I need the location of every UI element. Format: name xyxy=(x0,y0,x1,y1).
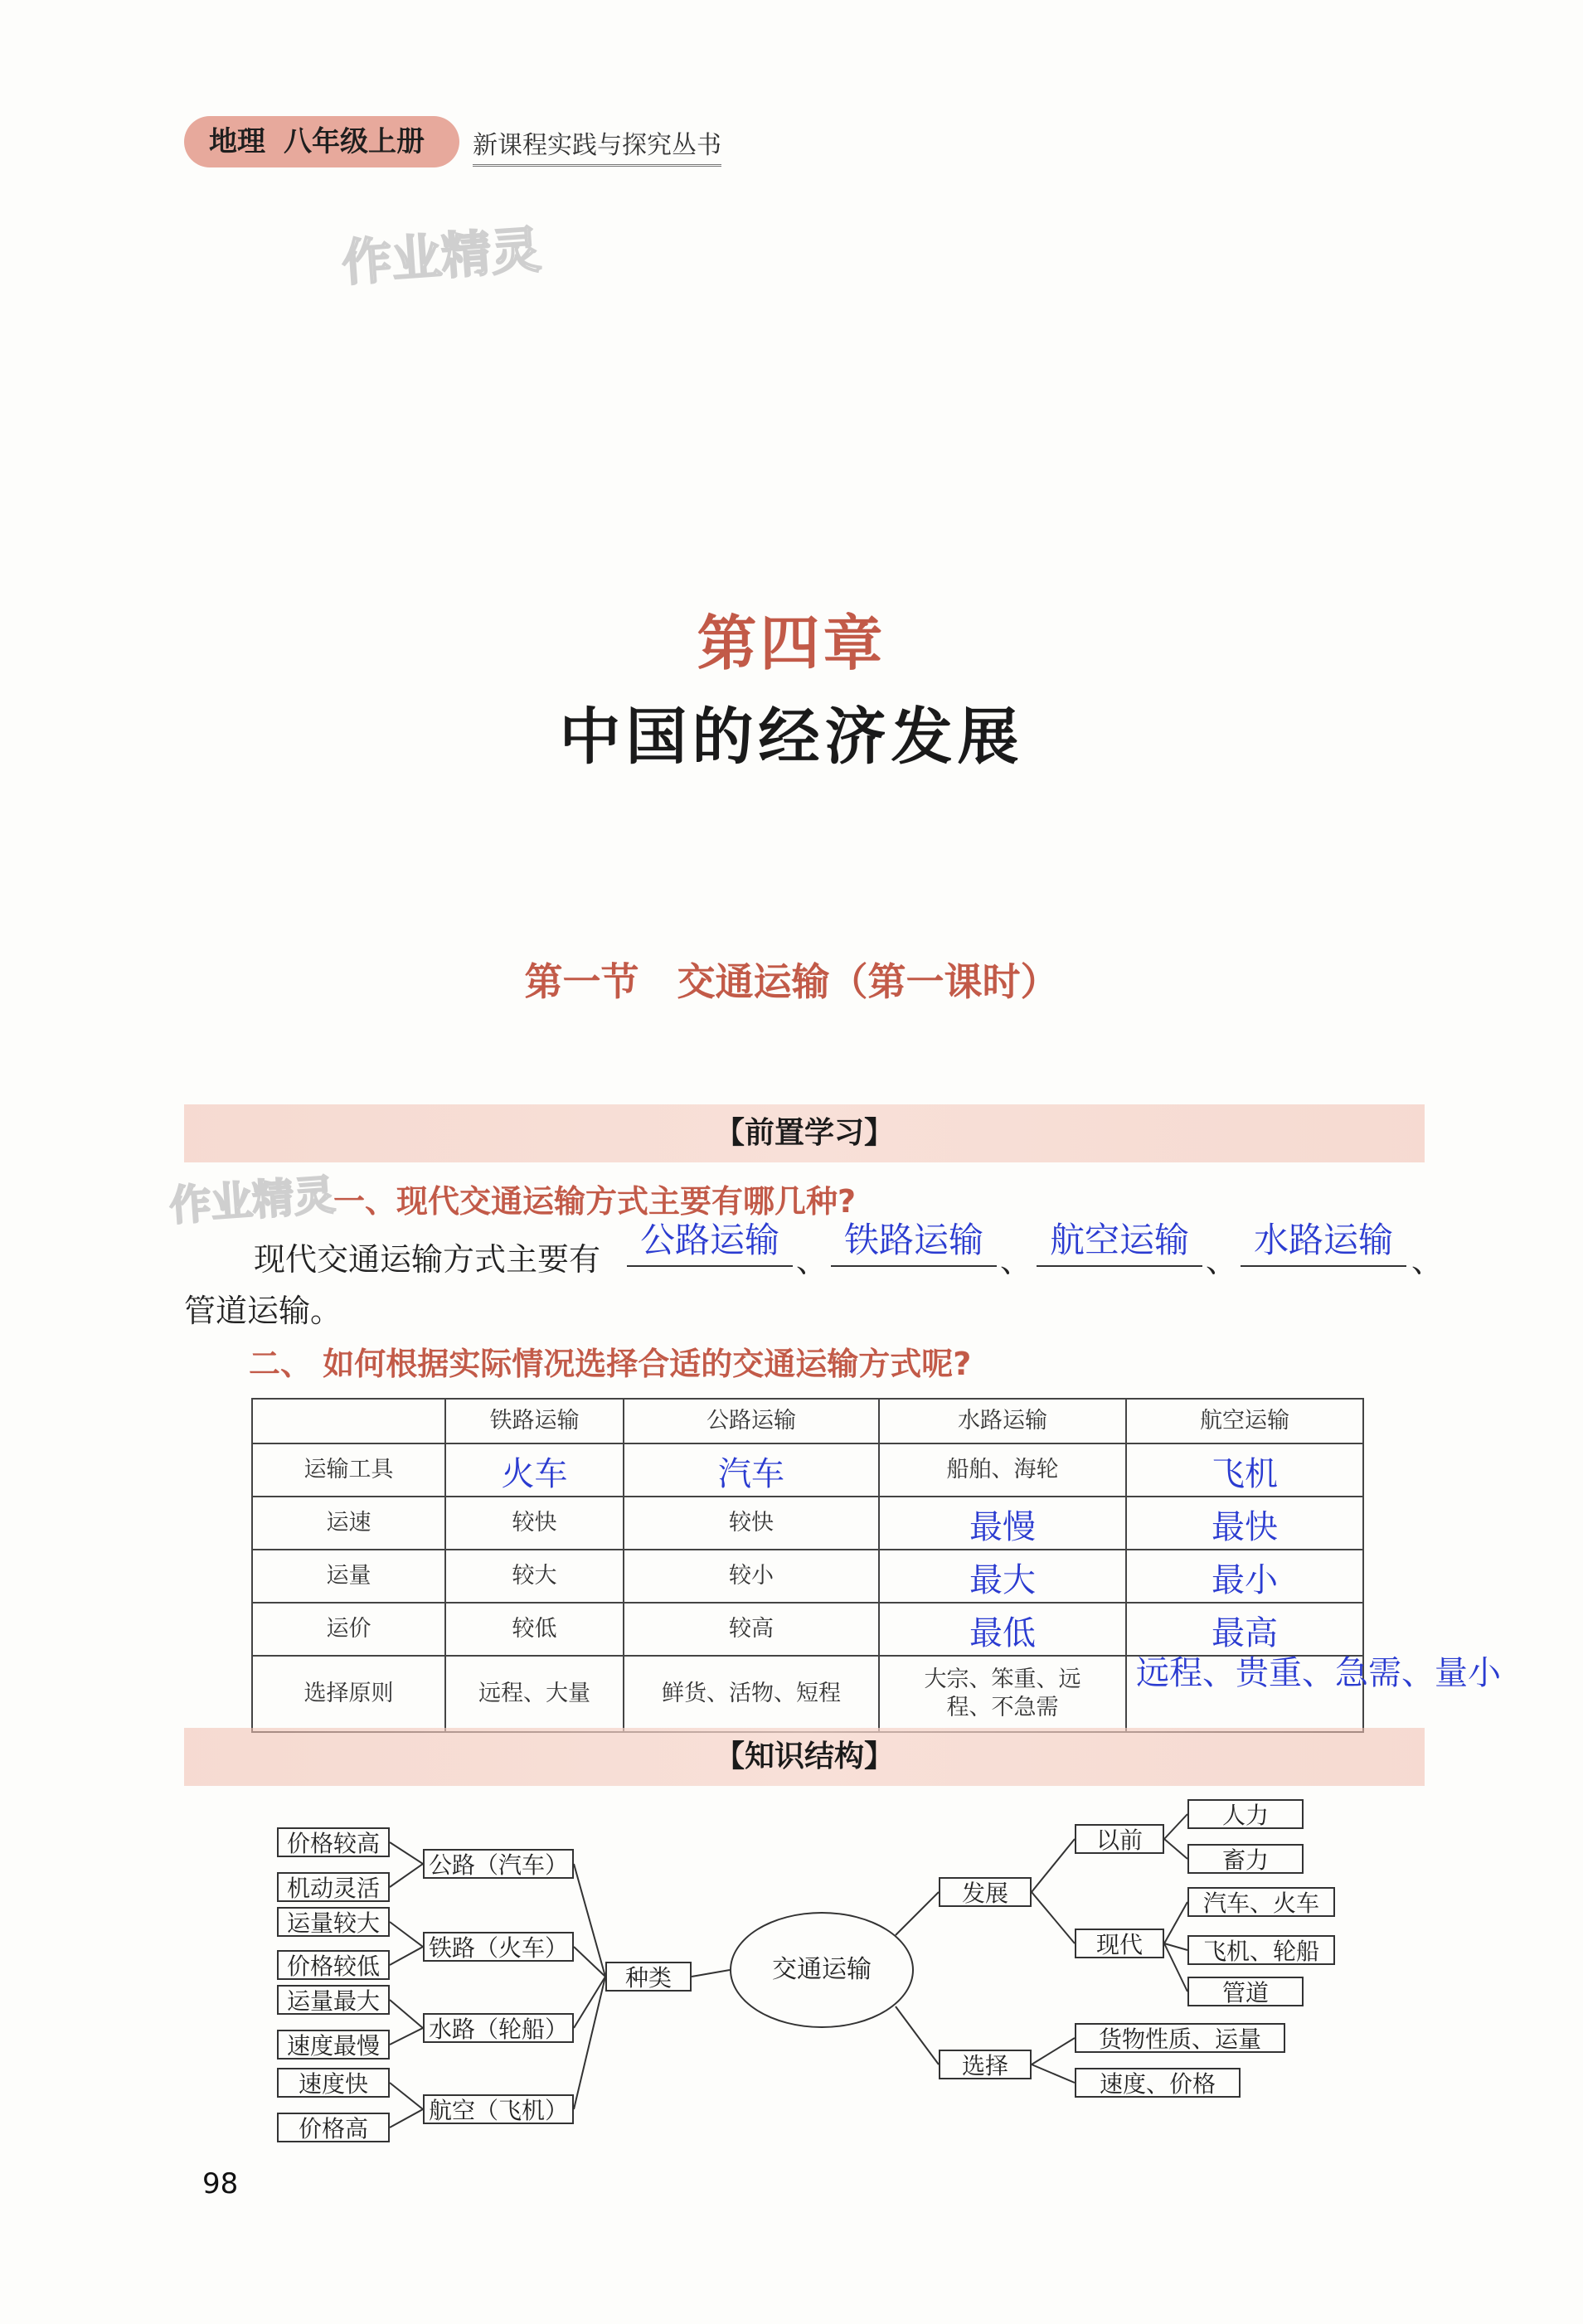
leaf-node: 运量较大 xyxy=(277,1907,390,1937)
table-header-row xyxy=(252,1399,1363,1443)
handwritten-answer: 最高 xyxy=(1126,1603,1363,1656)
handwritten-answer: 最低 xyxy=(879,1603,1126,1656)
handwritten-answer: 最小 xyxy=(1126,1550,1363,1603)
leaf-node: 管道 xyxy=(1187,1977,1304,2006)
knowledge-band: 【知识结构】 xyxy=(184,1728,1425,1786)
table-cell: 大宗、笨重、远程、不急需 xyxy=(879,1656,1126,1732)
table-row xyxy=(252,1443,1363,1497)
question-1: 一、现代交通运输方式主要有哪几种? xyxy=(333,1183,857,1220)
leaf-node: 汽车、火车 xyxy=(1187,1887,1335,1917)
handwritten-answer: 飞机 xyxy=(1126,1443,1363,1497)
branch-air: 航空（飞机） xyxy=(423,2094,574,2124)
table-header-cell: 公路运输 xyxy=(624,1399,879,1443)
table-header-cell: 水路运输 xyxy=(879,1399,1126,1443)
table-cell: 较高 xyxy=(624,1603,879,1656)
handwritten-answer-principle: 远程、贵重、急需、量小 xyxy=(1136,1654,1501,1692)
grade-label: 八年级上册 xyxy=(284,125,425,158)
page-number: 98 xyxy=(202,2167,239,2200)
table-cell: 较低 xyxy=(445,1603,624,1656)
leaf-node: 价格高 xyxy=(277,2113,390,2142)
branch-water: 水路（轮船） xyxy=(423,2013,574,2043)
row-label: 运量 xyxy=(252,1550,445,1603)
row-label: 运价 xyxy=(252,1603,445,1656)
answer-blank-2: 铁路运输 xyxy=(831,1217,997,1267)
branch-rail: 铁路（火车） xyxy=(423,1932,574,1962)
table-header-cell: 铁路运输 xyxy=(445,1399,624,1443)
branch-past: 以前 xyxy=(1075,1824,1164,1854)
separator: 、 xyxy=(796,1243,828,1279)
row-label: 运速 xyxy=(252,1497,445,1550)
leaf-node: 速度快 xyxy=(277,2068,390,2098)
table-cell: 较快 xyxy=(624,1497,879,1550)
watermark-logo-2: 作业精灵 xyxy=(168,1171,337,1230)
leaf-node: 机动灵活 xyxy=(277,1872,390,1902)
watermark-logo: 作业精灵 xyxy=(340,221,543,294)
series-title: 新课程实践与探究丛书 xyxy=(473,124,721,167)
answer-blank-3: 航空运输 xyxy=(1037,1217,1202,1267)
answer-blank-1: 公路运输 xyxy=(627,1217,793,1267)
answer-suffix: 管道运输。 xyxy=(184,1293,342,1329)
leaf-node: 速度最慢 xyxy=(277,2030,390,2060)
pre-study-band: 【前置学习】 xyxy=(184,1104,1425,1162)
answer-blank-4: 水路运输 xyxy=(1241,1217,1406,1267)
leaf-node: 货物性质、运量 xyxy=(1075,2023,1285,2053)
separator: 、 xyxy=(1411,1243,1444,1279)
subject-pill xyxy=(184,116,459,167)
table-cell: 较快 xyxy=(445,1497,624,1550)
leaf-node: 速度、价格 xyxy=(1075,2068,1241,2098)
leaf-node: 价格较低 xyxy=(277,1950,390,1980)
handwritten-answer: 汽车 xyxy=(624,1443,879,1497)
row-label: 运输工具 xyxy=(252,1443,445,1497)
table-row xyxy=(252,1497,1363,1550)
mindmap-center: 交通运输 xyxy=(730,1912,914,2028)
question-2: 二、 如何根据实际情况选择合适的交通运输方式呢? xyxy=(249,1346,972,1382)
row-label: 选择原则 xyxy=(252,1656,445,1732)
branch-modern: 现代 xyxy=(1075,1929,1164,1958)
table-cell: 较大 xyxy=(445,1550,624,1603)
node-development: 发展 xyxy=(939,1877,1032,1907)
chapter-title: 中国的经济发展 xyxy=(559,701,1024,773)
handwritten-answer: 最大 xyxy=(879,1550,1126,1603)
leaf-node: 飞机、轮船 xyxy=(1187,1935,1335,1965)
handwritten-answer: 火车 xyxy=(445,1443,624,1497)
table-header-cell: 航空运输 xyxy=(1126,1399,1363,1443)
separator: 、 xyxy=(1000,1243,1032,1279)
branch-road: 公路（汽车） xyxy=(423,1849,574,1879)
chapter-number: 第四章 xyxy=(697,609,886,678)
handwritten-answer: 最慢 xyxy=(879,1497,1126,1550)
table-cell: 远程、大量 xyxy=(445,1656,624,1732)
leaf-node: 人力 xyxy=(1187,1799,1304,1829)
section-title: 第一节 交通运输（第一课时） xyxy=(524,959,1059,1004)
table-cell: 船舶、海轮 xyxy=(879,1443,1126,1497)
table-header-cell xyxy=(252,1399,445,1443)
handwritten-answer: 最快 xyxy=(1126,1497,1363,1550)
leaf-node: 运量最大 xyxy=(277,1985,390,2015)
leaf-node: 价格较高 xyxy=(277,1827,390,1857)
node-categories: 种类 xyxy=(605,1962,692,1992)
table-row xyxy=(252,1550,1363,1603)
table-cell: 较小 xyxy=(624,1550,879,1603)
node-selection: 选择 xyxy=(939,2050,1032,2079)
subject-label: 地理 xyxy=(209,125,265,158)
table-cell: 鲜货、活物、短程 xyxy=(624,1656,879,1732)
separator: 、 xyxy=(1206,1243,1238,1279)
leaf-node: 畜力 xyxy=(1187,1844,1304,1874)
answer-prefix: 现代交通运输方式主要有 xyxy=(254,1241,601,1278)
